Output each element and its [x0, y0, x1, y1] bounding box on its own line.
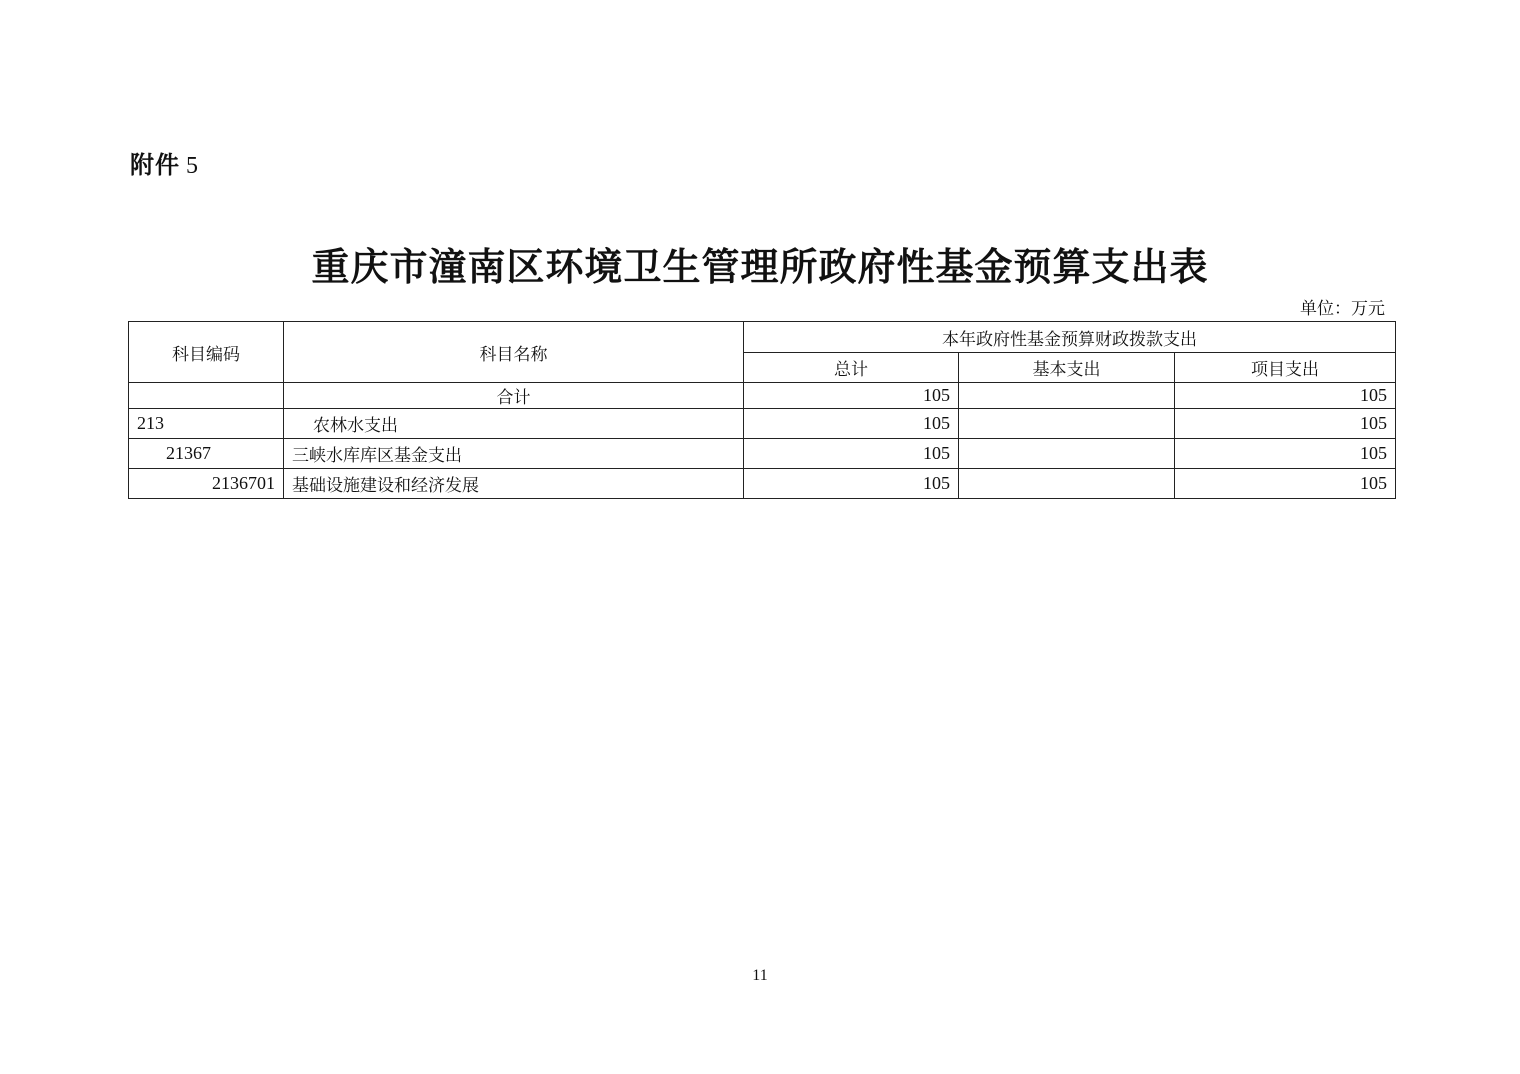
header-total: 总计: [744, 353, 959, 383]
row-basic: [959, 469, 1175, 499]
attachment-number: 5: [186, 153, 199, 179]
row-basic: [959, 439, 1175, 469]
total-code-cell: [129, 383, 284, 409]
row-basic: [959, 409, 1175, 439]
row-code: 213: [129, 409, 284, 439]
header-row-top: [129, 322, 1396, 353]
row-code: 2136701: [129, 469, 284, 499]
total-row: [129, 383, 1396, 409]
header-code: 科目编码: [129, 322, 284, 383]
table-row: [129, 469, 1396, 499]
row-project: 105: [1175, 469, 1396, 499]
total-basic-value: [959, 383, 1175, 409]
attachment-text: 附件: [130, 151, 180, 179]
table-row: [129, 409, 1396, 439]
unit-label: 单位：万元: [1300, 299, 1385, 319]
total-project-value: 105: [1175, 383, 1396, 409]
page-number: 11: [752, 967, 768, 984]
budget-table: [128, 321, 1396, 499]
row-project: 105: [1175, 409, 1396, 439]
page-title: 重庆市潼南区环境卫生管理所政府性基金预算支出表: [311, 244, 1209, 289]
header-basic: 基本支出: [959, 353, 1175, 383]
row-name: 农林水支出: [284, 409, 744, 439]
row-name: 三峡水库库区基金支出: [284, 439, 744, 469]
header-name: 科目名称: [284, 322, 744, 383]
row-code: 21367: [129, 439, 284, 469]
row-total: 105: [744, 409, 959, 439]
table-row: [129, 439, 1396, 469]
total-total-value: 105: [744, 383, 959, 409]
row-total: 105: [744, 469, 959, 499]
row-total: 105: [744, 439, 959, 469]
row-project: 105: [1175, 439, 1396, 469]
header-group: 本年政府性基金预算财政拨款支出: [744, 322, 1396, 353]
attachment-label: [130, 145, 199, 180]
total-label: 合计: [284, 383, 744, 409]
header-project: 项目支出: [1175, 353, 1396, 383]
row-name: 基础设施建设和经济发展: [284, 469, 744, 499]
